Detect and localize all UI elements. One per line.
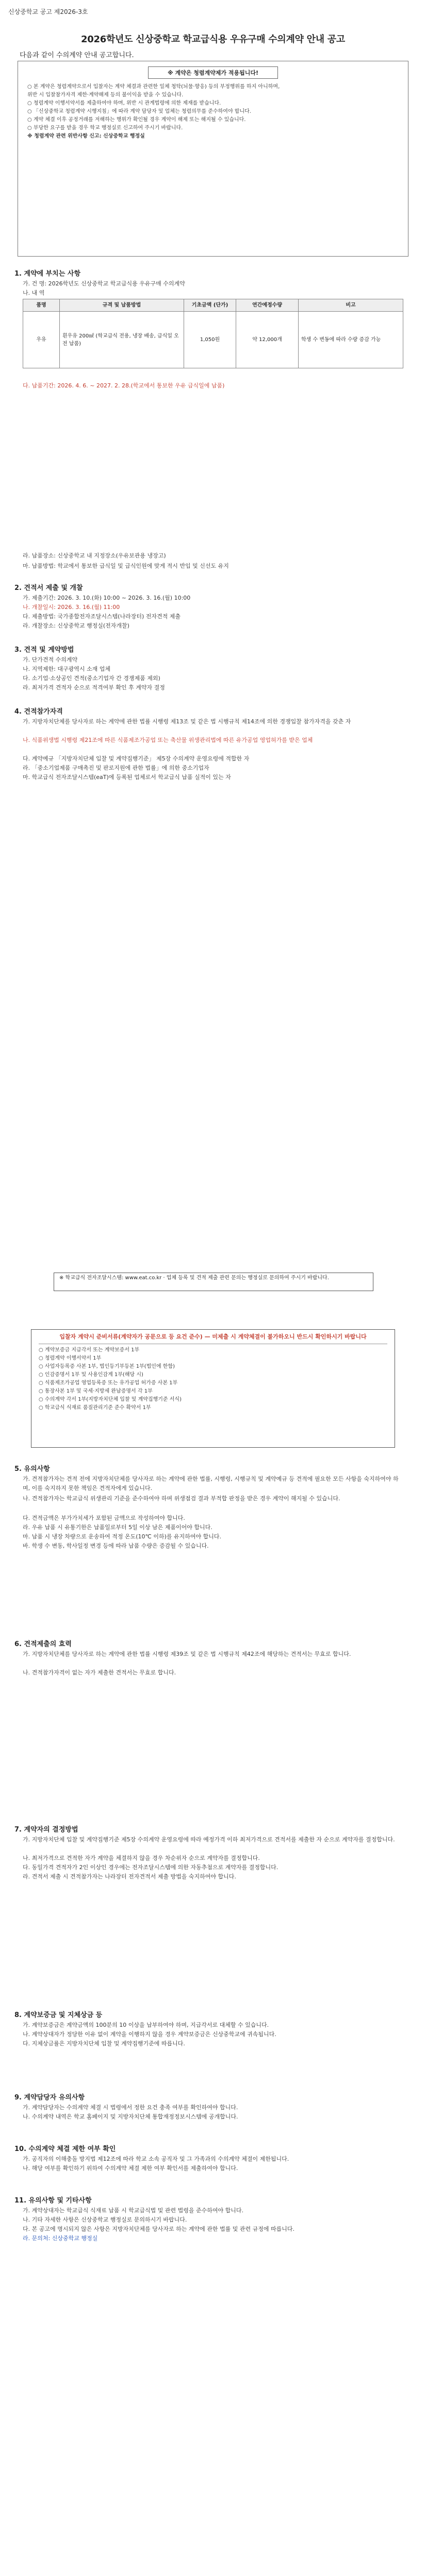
section-heading-6: 6. 견적제출의 효력	[14, 1640, 72, 1648]
required-document-item: ○ 학교급식 식재료 품질관리기준 준수 확약서 1부	[39, 1404, 151, 1411]
item-table	[23, 299, 403, 368]
body-line: 라. 개찰장소: 신상중학교 행정실(전자개찰)	[23, 622, 129, 629]
required-document-item: ○ 수의계약 각서 1부(지방자치단체 입찰 및 계약집행기준 서식)	[39, 1396, 182, 1402]
required-document-item: ○ 식품제조가공업 영업등록증 또는 유가공업 허가증 사본 1부	[39, 1380, 178, 1386]
item-price-cell: 1,050원	[184, 312, 236, 368]
body-line: 가. 공직자의 이해충돌 방지법 제12조에 따라 학교 소속 공직자 및 그 가족과의 수의계약 체결이 제한됩니다.	[23, 2156, 289, 2162]
table-header: 연간예정수량	[236, 299, 299, 312]
notice-line: ○ 본 계약은 청렴계약으로서 입찰자는 계약 체결과 관련한 일체 청탁(뇌물·향응) 등의 부정행위를 하지 아니하며,	[27, 84, 280, 90]
delivery-period: 다. 납품기간: 2026. 4. 6. ~ 2027. 2. 28.(학교에서 통보한 우유 급식일에 납품)	[23, 382, 225, 389]
body-line: 가. 단가견적 수의계약	[23, 656, 78, 663]
required-document-item: ○ 인감증명서 1부 및 사용인감계 1부(해당 시)	[39, 1371, 143, 1378]
body-line: 나. 견적참가자는 학교급식 위생관리 기준을 준수하여야 하며 위생점검 결과 부적합 판정을 받은 경우 계약이 해지될 수 있습니다.	[23, 1495, 340, 1502]
notice-line: ○ 「신상중학교 청렴계약 시행지침」에 따라 계약 담당자 및 업체는 청렴의무를 준수하여야 합니다.	[27, 109, 251, 114]
table-header: 품명	[23, 299, 60, 312]
page-title: 2026학년도 신상중학교 학교급식용 우유구매 수의계약 안내 공고	[81, 34, 345, 45]
body-line: 바. 학생 수 변동, 학사일정 변경 등에 따라 납품 수량은 증감될 수 있습니다.	[23, 1543, 209, 1549]
body-line: 가. 계약보증금은 계약금액의 100분의 10 이상을 납부하여야 하며, 지급각서로 대체할 수 있습니다.	[23, 2022, 269, 2028]
required-document-item: ○ 통장사본 1부 및 국세·지방세 완납증명서 각 1부	[39, 1388, 153, 1394]
body-line: 라. 우유 납품 시 유통기한은 납품일로부터 5일 이상 남은 제품이어야 합니다.	[23, 1524, 212, 1531]
required-document-item: ○ 청렴계약 이행서약서 1부	[39, 1355, 102, 1361]
body-line: 나. 견적참가자격이 없는 자가 제출한 견적서는 무효로 합니다.	[23, 1669, 176, 1676]
notice-line: ○ 부당한 요구를 받을 경우 학교 행정실로 신고하여 주시기 바랍니다.	[27, 125, 183, 131]
body-line: 다. 견적금액은 부가가치세가 포함된 금액으로 작성하여야 합니다.	[23, 1515, 185, 1521]
required-documents-heading: 입찰자 계약시 준비서류(계약자가 공문으로 등 요건 준수) — 미제출 시 계약체결이 불가하오니 반드시 확인하시기 바랍니다	[39, 1333, 387, 1344]
section-heading-7: 7. 계약자의 결정방법	[14, 1826, 78, 1834]
item-note-cell: 학생 수 변동에 따라 수량 증감 가능	[299, 312, 403, 368]
item-spec-cell: 흰우유 200㎖ (학교급식 전용, 냉장 배송, 급식일 오전 납품)	[60, 312, 184, 368]
body-line: 다. 계약예규 「지방자치단체 입찰 및 계약집행기준」 제5장 수의계약 운영요령에 적합한 자	[23, 755, 250, 762]
section-heading-11: 11. 유의사항 및 기타사항	[14, 2197, 92, 2205]
eat-system-text: ※ 학교급식 전자조달시스템: www.eat.co.kr · 업체 등록 및 견적 제출 관련 문의는 행정실로 문의하여 주시기 바랍니다.	[59, 1275, 329, 1281]
integrity-notice-heading: ※ 계약은 청렴계약제가 적용됩니다!	[148, 66, 278, 79]
table-row	[23, 312, 403, 368]
body-line: 나. 개찰일시: 2026. 3. 16.(월) 11:00	[23, 604, 120, 611]
table-header-row	[23, 299, 403, 312]
integrity-notice-box	[18, 61, 408, 257]
section-heading-4: 4. 견적참가자격	[14, 708, 63, 716]
body-line: 다. 동일가격 견적자가 2인 이상인 경우에는 전자조달시스템에 의한 자동추첨으로 계약자를 결정합니다.	[23, 1864, 278, 1871]
body-line: 라. 문의처: 신상중학교 행정실	[23, 2235, 98, 2242]
section-heading-2: 2. 견적서 제출 및 개찰	[14, 584, 83, 592]
notice-line: ※ 청렴계약 관련 위반사항 신고: 신상중학교 행정실	[27, 133, 145, 139]
section-heading-5: 5. 유의사항	[14, 1465, 50, 1473]
section-heading-9: 9. 계약담당자 유의사항	[14, 2094, 85, 2102]
body-line: 라. 견적서 제출 시 견적참가자는 나라장터 전자견적서 제출 방법을 숙지하여야 합니다.	[23, 1873, 236, 1880]
item-qty-cell: 약 12,000개	[236, 312, 299, 368]
body-line: 나. 식품위생법 시행령 제21조에 따른 식품제조가공업 또는 축산물 위생관리법에 따른 유가공업 영업허가를 받은 업체	[23, 737, 313, 743]
body-line: 가. 지방자치단체를 당사자로 하는 계약에 관한 법률 시행령 제39조 및 같은 법 시행규칙 제42조에 해당하는 견적서는 무효로 합니다.	[23, 1651, 351, 1657]
body-line: 나. 기타 자세한 사항은 신상중학교 행정실로 문의하시기 바랍니다.	[23, 2216, 187, 2223]
delivery-place: 라. 납품장소: 신상중학교 내 지정장소(우유보관용 냉장고)	[23, 552, 166, 559]
body-line: 나. 최저가격으로 견적한 자가 계약을 체결하지 않을 경우 차순위자 순으로 계약자를 결정합니다.	[23, 1855, 260, 1861]
body-line: 라. 「중소기업제품 구매촉진 및 판로지원에 관한 법률」에 의한 중소기업자	[23, 765, 209, 771]
body-line: 나. 해당 여부를 확인하기 위하여 수의계약 체결 제한 여부 확인서를 제출하여야 합니다.	[23, 2165, 238, 2172]
body-line: 가. 제출기간: 2026. 3. 10.(화) 10:00 ~ 2026. 3. 16.(월) 10:00	[23, 595, 191, 601]
body-line: 가. 지방자치단체 입찰 및 계약집행기준 제5장 수의계약 운영요령에 따라 예정가격 이하 최저가격으로 견적서를 제출한 자 순으로 계약자를 결정합니다.	[23, 1836, 395, 1843]
body-line: 나. 수의계약 내역은 학교 홈페이지 및 지방자치단체 통합재정정보시스템에 공개합니다.	[23, 2113, 238, 2120]
body-line: 다. 지체상금률은 지방자치단체 입찰 및 계약집행기준에 따릅니다.	[23, 2040, 185, 2047]
body-line: 다. 본 공고에 명시되지 않은 사항은 지방자치단체를 당사자로 하는 계약에 관한 법률 및 관련 규정에 따릅니다.	[23, 2226, 294, 2232]
required-document-item: ○ 사업자등록증 사본 1부, 법인등기부등본 1부(법인에 한함)	[39, 1363, 175, 1369]
table-header: 규격 및 납품방법	[60, 299, 184, 312]
eat-system-notice	[54, 1273, 373, 1291]
body-line: 가. 지방자치단체를 당사자로 하는 계약에 관한 법률 시행령 제13조 및 같은 법 시행규칙 제14조에 의한 경쟁입찰 참가자격을 갖춘 자	[23, 718, 351, 725]
notice-number: 신상중학교 공고 제2026-3호	[8, 8, 88, 15]
body-line: 가. 계약담당자는 수의계약 체결 시 법령에서 정한 요건 충족 여부를 확인하여야 합니다.	[23, 2104, 238, 2111]
body-line: 나. 계약상대자가 정당한 이유 없이 계약을 이행하지 않을 경우 계약보증금은 신상중학교에 귀속됩니다.	[23, 2031, 276, 2038]
table-header: 기초금액 (단가)	[184, 299, 236, 312]
item-list-label: 나. 내 역	[23, 290, 45, 296]
item-name-cell: 우유	[23, 312, 60, 368]
body-line: 마. 납품 시 냉장 차량으로 운송하여 적정 온도(10℃ 이하)를 유지하여야 합니다.	[23, 1533, 222, 1540]
section-heading-3: 3. 견적 및 계약방법	[14, 646, 74, 654]
table-header: 비고	[299, 299, 403, 312]
contract-name: 가. 건 명: 2026학년도 신상중학교 학교급식용 우유구매 수의계약	[23, 280, 185, 287]
notice-line: 위반 시 입찰참가자격 제한·계약해제 등의 불이익을 받을 수 있습니다.	[27, 92, 184, 98]
notice-line: ○ 계약 체결 이후 공정거래를 저해하는 행위가 확인될 경우 계약이 해제 또는 해지될 수 있습니다.	[27, 117, 246, 123]
delivery-method: 마. 납품방법: 학교에서 통보한 급식일 및 급식인원에 맞게 적시 반입 및 신선도 유지	[23, 563, 229, 569]
notice-line: ○ 청렴계약 이행서약서를 제출하여야 하며, 위반 시 관계법령에 의한 제재를 받습니다.	[27, 100, 221, 106]
body-line: 가. 계약상대자는 학교급식 식재료 납품 시 학교급식법 및 관련 법령을 준수하여야 합니다.	[23, 2207, 243, 2214]
section-heading-8: 8. 계약보증금 및 지체상금 등	[14, 2011, 103, 2019]
body-line: 나. 지역제한: 대구광역시 소재 업체	[23, 666, 110, 672]
body-line: 다. 제출방법: 국가종합전자조달시스템(나라장터) 전자견적 제출	[23, 613, 181, 620]
section-heading-1: 1. 계약에 부치는 사항	[14, 270, 81, 278]
body-line: 마. 학교급식 전자조달시스템(eaT)에 등록된 업체로서 학교급식 납품 실적이 있는 자	[23, 774, 231, 781]
body-line: 가. 견적참가자는 견적 전에 지방자치단체를 당사자로 하는 계약에 관한 법률, 시행령, 시행규칙 및 계약예규 등 견적에 필요한 모든 사항을 숙지하여야 하며, 이를 숙지하지 못한 책임은 견적자에게 있습니다.	[23, 1476, 399, 1492]
section-heading-10: 10. 수의계약 체결 제한 여부 확인	[14, 2145, 116, 2153]
body-line: 다. 소기업·소상공인 견적(중소기업자 간 경쟁제품 제외)	[23, 675, 160, 682]
intro-text: 다음과 같이 수의계약 안내 공고합니다.	[20, 52, 134, 59]
body-line: 라. 최저가격 견적자 순으로 적격여부 확인 후 계약자 결정	[23, 684, 165, 691]
required-documents-box	[31, 1329, 395, 1448]
required-document-item: ○ 계약보증금 지급각서 또는 계약보증서 1부	[39, 1347, 140, 1353]
